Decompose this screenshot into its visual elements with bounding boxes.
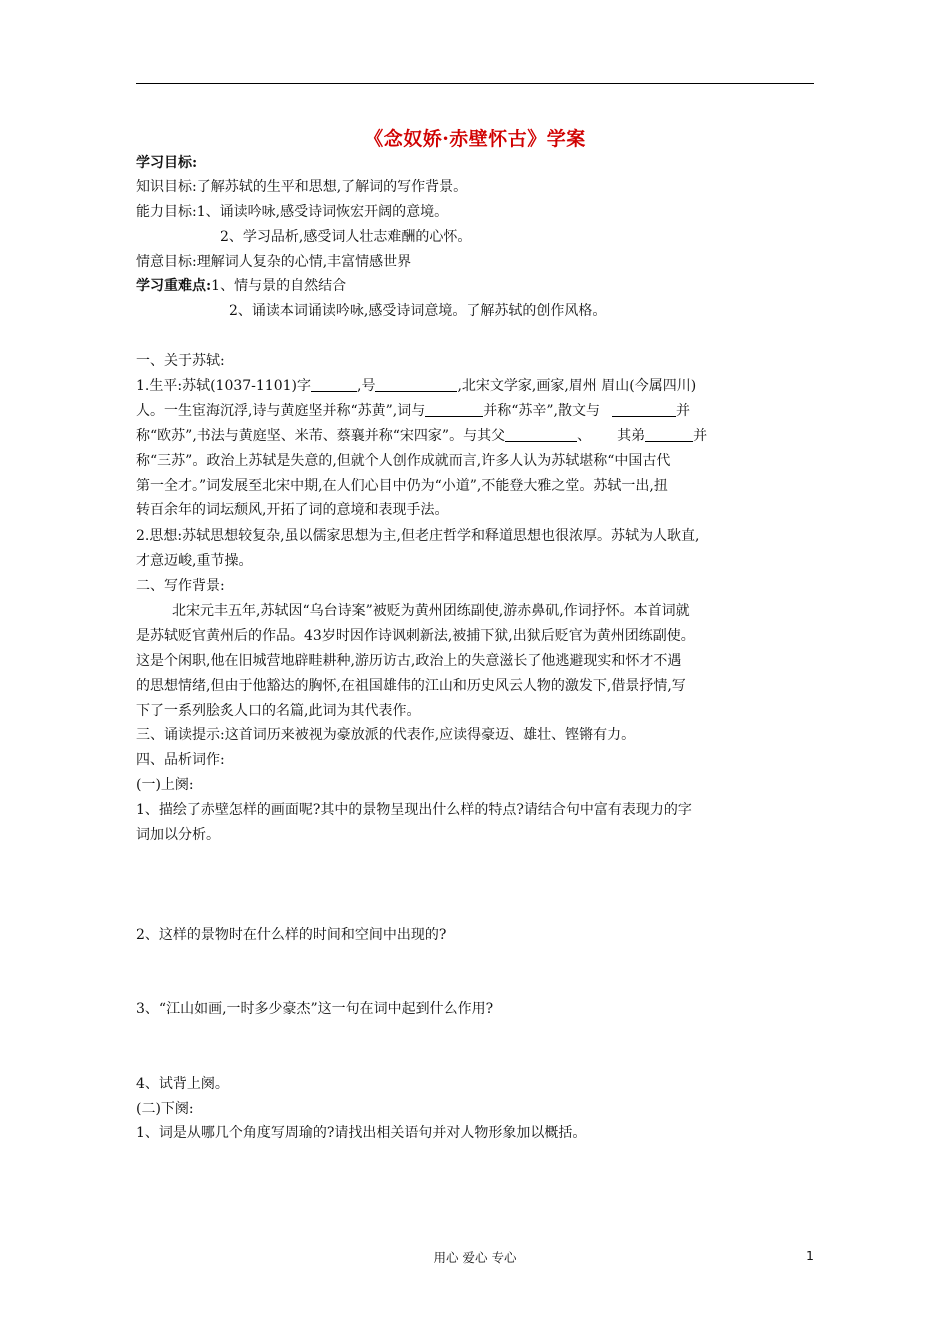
blank-su-xin-partner[interactable]	[425, 402, 483, 417]
blank-father[interactable]	[505, 427, 577, 442]
background-line-5: 下了一系列脍炙人口的名篇,此词为其代表作。	[136, 703, 421, 719]
upper-stanza-heading: (一)上阕:	[136, 777, 194, 793]
life-text-a: 1.生平:苏轼(1037-1101)字	[136, 378, 311, 394]
life2-text-a: 人。一生宦海沉浮,诗与黄庭坚并称“苏黄”,词与	[136, 403, 426, 419]
question-2: 2、这样的景物时在什么样的时间和空间中出现的?	[136, 927, 447, 943]
question-4: 4、试背上阕。	[136, 1076, 229, 1092]
section-3-reading-tips: 三、诵读提示:这首词历来被视为豪放派的代表作,应读得豪迈、雄壮、铿锵有力。	[136, 727, 636, 743]
life2-text-b: 并称“苏辛”,散文与	[483, 403, 600, 419]
life-line-3	[136, 426, 707, 446]
life-line-4: 称“三苏”。政治上苏轼是失意的,但就个人创作成就而言,许多人认为苏轼堪称“中国古代	[136, 453, 671, 469]
footer-text: 用心 爱心 专心	[433, 1250, 517, 1265]
objectives-heading: 学习目标:	[136, 155, 198, 171]
question-1-line-1: 1、描绘了赤壁怎样的画面呢?其中的景物呈现出什么样的特点?请结合句中富有表现力的字	[136, 802, 692, 818]
section-1-heading: 一、关于苏轼:	[136, 353, 225, 369]
key-points-line-1	[136, 276, 346, 296]
background-line-2: 是苏轼贬官黄州后的作品。43岁时因作诗讽刺新法,被捕下狱,出狱后贬官为黄州团练副使。	[136, 628, 695, 644]
page-title: 《念奴娇·赤壁怀古》学案	[364, 128, 586, 150]
section-2-heading: 二、写作背景:	[136, 578, 225, 594]
ability-objective-1: 能力目标:1、诵读吟咏,感受诗词恢宏开阔的意境。	[136, 204, 449, 220]
key-point-1: 1、情与景的自然结合	[211, 278, 347, 294]
question-3: 3、“江山如画,一时多少豪杰”这一句在词中起到什么作用?	[136, 1001, 494, 1017]
key-points-label: 学习重难点:	[136, 278, 212, 294]
knowledge-objective: 知识目标:了解苏轼的生平和思想,了解词的写作背景。	[136, 179, 468, 195]
life3-text-c: 其弟	[617, 428, 646, 444]
life3-text-d: 并	[693, 428, 708, 444]
background-line-4: 的思想情绪,但由于他豁达的胸怀,在祖国雄伟的江山和历史风云人物的激发下,借景抒情,写	[136, 678, 686, 694]
life-line-2	[136, 401, 690, 421]
question-5: 1、词是从哪几个角度写周瑜的?请找出相关语句并对人物形象加以概括。	[136, 1125, 587, 1141]
life-text-c: ,北宋文学家,画家,眉州 眉山(今属四川)	[457, 378, 697, 394]
section-4-heading: 四、品析词作:	[136, 752, 225, 768]
life-text-b: ,号	[357, 378, 376, 394]
life-line-5: 第一全才。”词发展至北宋中期,在人们心目中仍为“小道”,不能登大雅之堂。苏轼一出,扭	[136, 478, 668, 494]
thought-line-2: 才意迈峻,重节操。	[136, 553, 253, 569]
emotion-objective: 情意目标:理解词人复杂的心情,丰富情感世界	[136, 254, 412, 270]
blank-brother[interactable]	[645, 427, 693, 442]
life3-text-a: 称“欧苏”,书法与黄庭坚、米芾、蔡襄并称“宋四家”。与其父	[136, 428, 506, 444]
blank-art-name[interactable]	[375, 377, 457, 392]
page-number: 1	[806, 1248, 814, 1263]
question-1-line-2: 词加以分析。	[136, 827, 220, 843]
key-point-2: 2、诵读本词诵读吟咏,感受诗词意境。了解苏轼的创作风格。	[229, 303, 607, 319]
life2-text-c: 并	[675, 403, 690, 419]
life-line-1	[136, 376, 696, 396]
life-line-6: 转百余年的词坛颓风,开拓了词的意境和表现手法。	[136, 502, 449, 518]
header-rule	[136, 83, 814, 84]
ability-objective-2: 2、学习品析,感受词人壮志难酬的心怀。	[220, 229, 472, 245]
lower-stanza-heading: (二)下阕:	[136, 1101, 194, 1117]
blank-courtesy-name[interactable]	[311, 377, 357, 392]
blank-ou-su-partner[interactable]	[612, 402, 676, 417]
background-line-1: 北宋元丰五年,苏轼因“乌台诗案”被贬为黄州团练副使,游赤鼻矶,作词抒怀。本首词就	[172, 603, 690, 619]
thought-line-1: 2.思想:苏轼思想较复杂,虽以儒家思想为主,但老庄哲学和释道思想也很浓厚。苏轼为人耿直,	[136, 528, 700, 544]
background-line-3: 这是个闲职,他在旧城营地辟畦耕种,游历访古,政治上的失意滋长了他逃避现实和怀才不遇	[136, 653, 682, 669]
life3-text-b: 、	[577, 428, 592, 444]
